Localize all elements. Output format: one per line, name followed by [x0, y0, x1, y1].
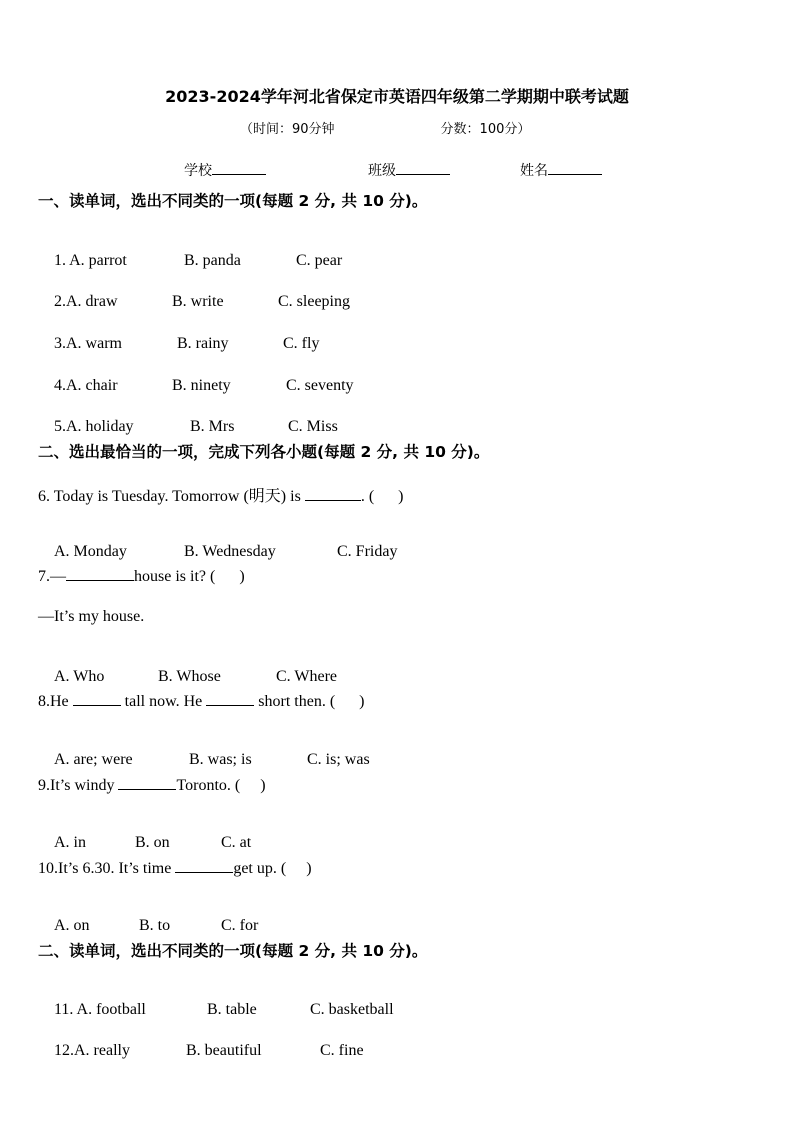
- question-3: 3.A. warm B. rainy C. fly: [54, 335, 320, 352]
- total-score: 分数：100分）: [440, 122, 531, 137]
- school-blank: [212, 160, 266, 175]
- answer-blank: [305, 486, 361, 501]
- question-10-options: A. on B. to C. for: [54, 917, 259, 934]
- answer-blank: [118, 775, 176, 790]
- question-9-options: A. in B. on C. at: [54, 834, 252, 851]
- question-2: 2.A. draw B. write C. sleeping: [54, 293, 350, 310]
- answer-blank: [206, 691, 254, 706]
- answer-blank: [175, 858, 233, 873]
- question-6-stem: 6. Today is Tuesday. Tomorrow (明天) is . ( ): [38, 488, 404, 505]
- question-7-reply: —It’s my house.: [38, 608, 145, 625]
- question-7-stem: 7.— house is it? ( ): [38, 568, 245, 585]
- question-12: 12.A. really B. beautiful C. fine: [54, 1042, 364, 1059]
- school-field: 学校: [184, 160, 266, 180]
- answer-blank: [66, 566, 134, 581]
- question-1: 1. A. parrot B. panda C. pear: [54, 252, 343, 269]
- question-10-stem: 10.It’s 6.30. It’s time get up. ( ): [38, 860, 312, 877]
- name-field: 姓名: [520, 160, 602, 180]
- question-6-options: A. Monday B. Wednesday C. Friday: [54, 543, 398, 560]
- page-title: 2023-2024学年河北省保定市英语四年级第二学期期中联考试题: [165, 87, 629, 106]
- section-heading-2: 二、选出最恰当的一项，完成下列各小题(每题 2 分, 共 10 分)。: [38, 443, 490, 461]
- question-8-stem: 8.He tall now. He short then. ( ): [38, 693, 365, 710]
- question-11: 11. A. football B. table C. basketball: [54, 1001, 394, 1018]
- question-7-options: A. Who B. Whose C. Where: [54, 668, 338, 685]
- answer-blank: [73, 691, 121, 706]
- question-4: 4.A. chair B. ninety C. seventy: [54, 377, 354, 394]
- section-heading-3: 二、读单词，选出不同类的一项(每题 2 分, 共 10 分)。: [38, 942, 428, 960]
- question-8-options: A. are; were B. was; is C. is; was: [54, 751, 370, 768]
- class-field: 班级: [368, 160, 450, 180]
- section-heading-1: 一、读单词，选出不同类的一项(每题 2 分, 共 10 分)。: [38, 192, 428, 210]
- exam-meta: [240, 118, 530, 137]
- question-5: 5.A. holiday B. Mrs C. Miss: [54, 418, 338, 435]
- question-9-stem: 9.It’s windy Toronto. ( ): [38, 777, 266, 794]
- time-limit: （时间：90分钟: [240, 122, 335, 137]
- name-blank: [548, 160, 602, 175]
- class-blank: [396, 160, 450, 175]
